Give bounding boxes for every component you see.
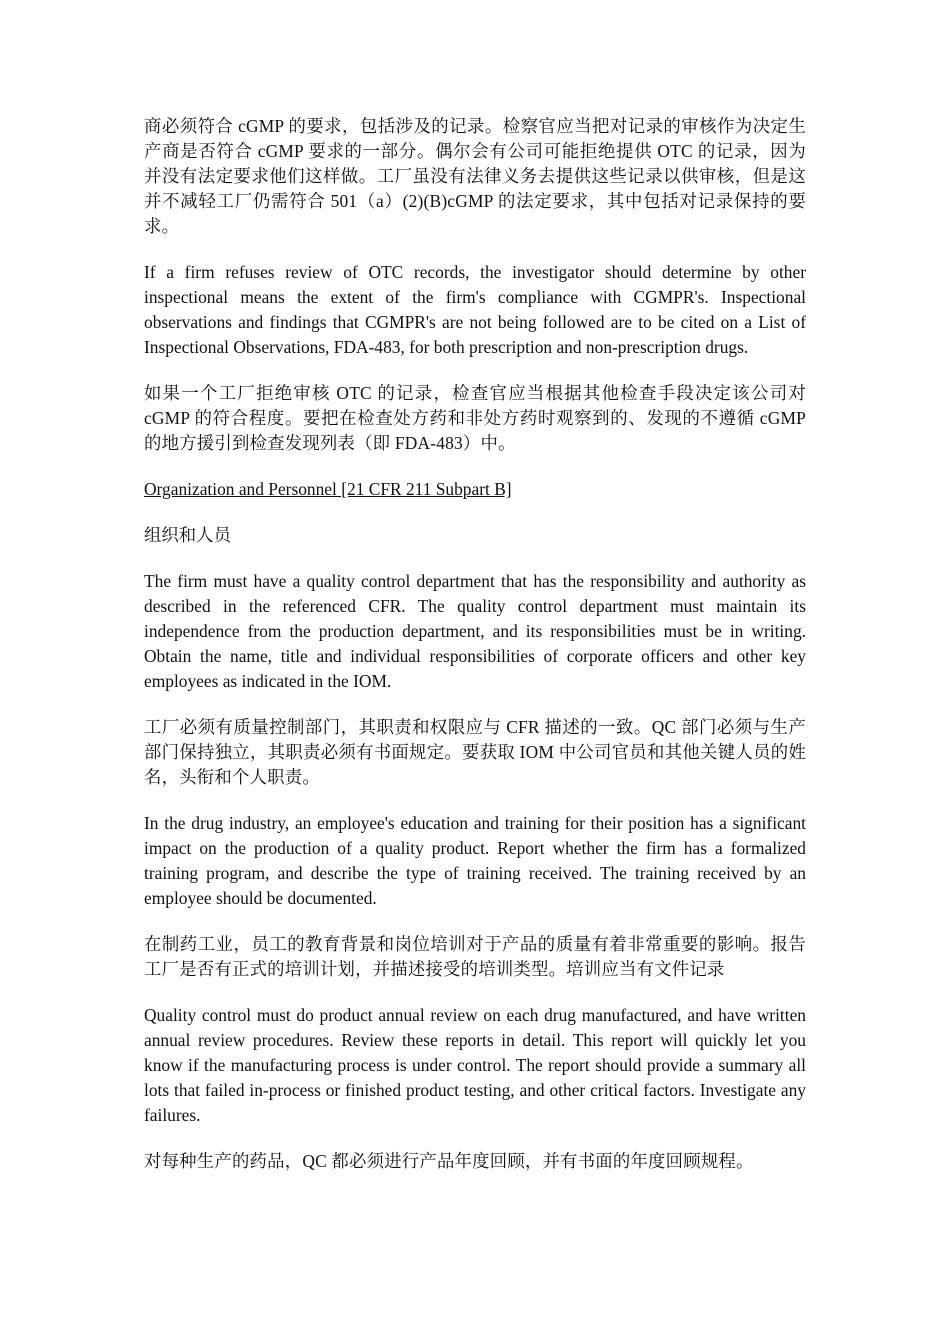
paragraph-training-cn: 在制药工业，员工的教育背景和岗位培训对于产品的质量有着非常重要的影响。报告工厂是否有正式的培训计划，并描述接受的培训类型。培训应当有文件记录 [144, 934, 806, 979]
section-heading-organization-personnel: Organization and Personnel [21 CFR 211 Subpart B] [144, 479, 512, 499]
paragraph-training-en: In the drug industry, an employee's education and training for their position has a significant impact on the production of a quality product. Report whether the firm has a formalized training program, and describe the type of training received. The training received by an employee should be documented. [144, 813, 806, 908]
paragraph-otc-records-en: If a firm refuses review of OTC records, the investigator should determine by other inspectional means the extent of the firm's compliance with CGMPR's. Inspectional observations and findings that CGMPR's are not being followed are to be cited on a List of Inspectional Observations, FDA-483, for both prescription and non-prescription drugs. [144, 262, 806, 357]
paragraph-annual-review-en: Quality control must do product annual review on each drug manufactured, and have written annual review procedures. Review these reports in detail. This report will quickly let you know if the manufacturing process is under control. The report should provide a summary all lots that failed in-process or finished product testing, and other critical factors. Investigate any failures. [144, 1005, 806, 1125]
paragraph-qc-department-en: The firm must have a quality control department that has the responsibility and authority as described in the referenced CFR. The quality control department must maintain its independence from the production department, and its responsibilities must be in writing. Obtain the name, title and individual responsibilities of corporate officers and other key employees as indicated in the IOM. [144, 571, 806, 691]
paragraph-cgmp-records-cn: 商必须符合 cGMP 的要求，包括涉及的记录。检察官应当把对记录的审核作为决定生产商是否符合 cGMP 要求的一部分。偶尔会有公司可能拒绝提供 OTC 的记录，因为并没有法定要求他们这样做。工厂虽没有法律义务去提供这些记录以供审核，但是这并不减轻工厂仍需符合 501（a）(2)(B)cGMP 的法定要求，其中包括对记录保持的要求。 [144, 116, 806, 236]
document-page [144, 114, 806, 1195]
paragraph-qc-department-cn: 工厂必须有质量控制部门，其职责和权限应与 CFR 描述的一致。QC 部门必须与生产部门保持独立，其职责必须有书面规定。要获取 IOM 中公司官员和其他关键人员的姓名，头衔和个人职责。 [144, 717, 806, 787]
section-heading-cn: 组织和人员 [144, 525, 231, 545]
paragraph-annual-review-cn: 对每种生产的药品，QC 都必须进行产品年度回顾，并有书面的年度回顾规程。 [144, 1151, 754, 1171]
paragraph-otc-records-cn: 如果一个工厂拒绝审核 OTC 的记录，检查官应当根据其他检查手段决定该公司对 cGMP 的符合程度。要把在检查处方药和非处方药时观察到的、发现的不遵循 cGMP 的地方援引到检查发现列表（即 FDA-483）中。 [144, 383, 806, 453]
